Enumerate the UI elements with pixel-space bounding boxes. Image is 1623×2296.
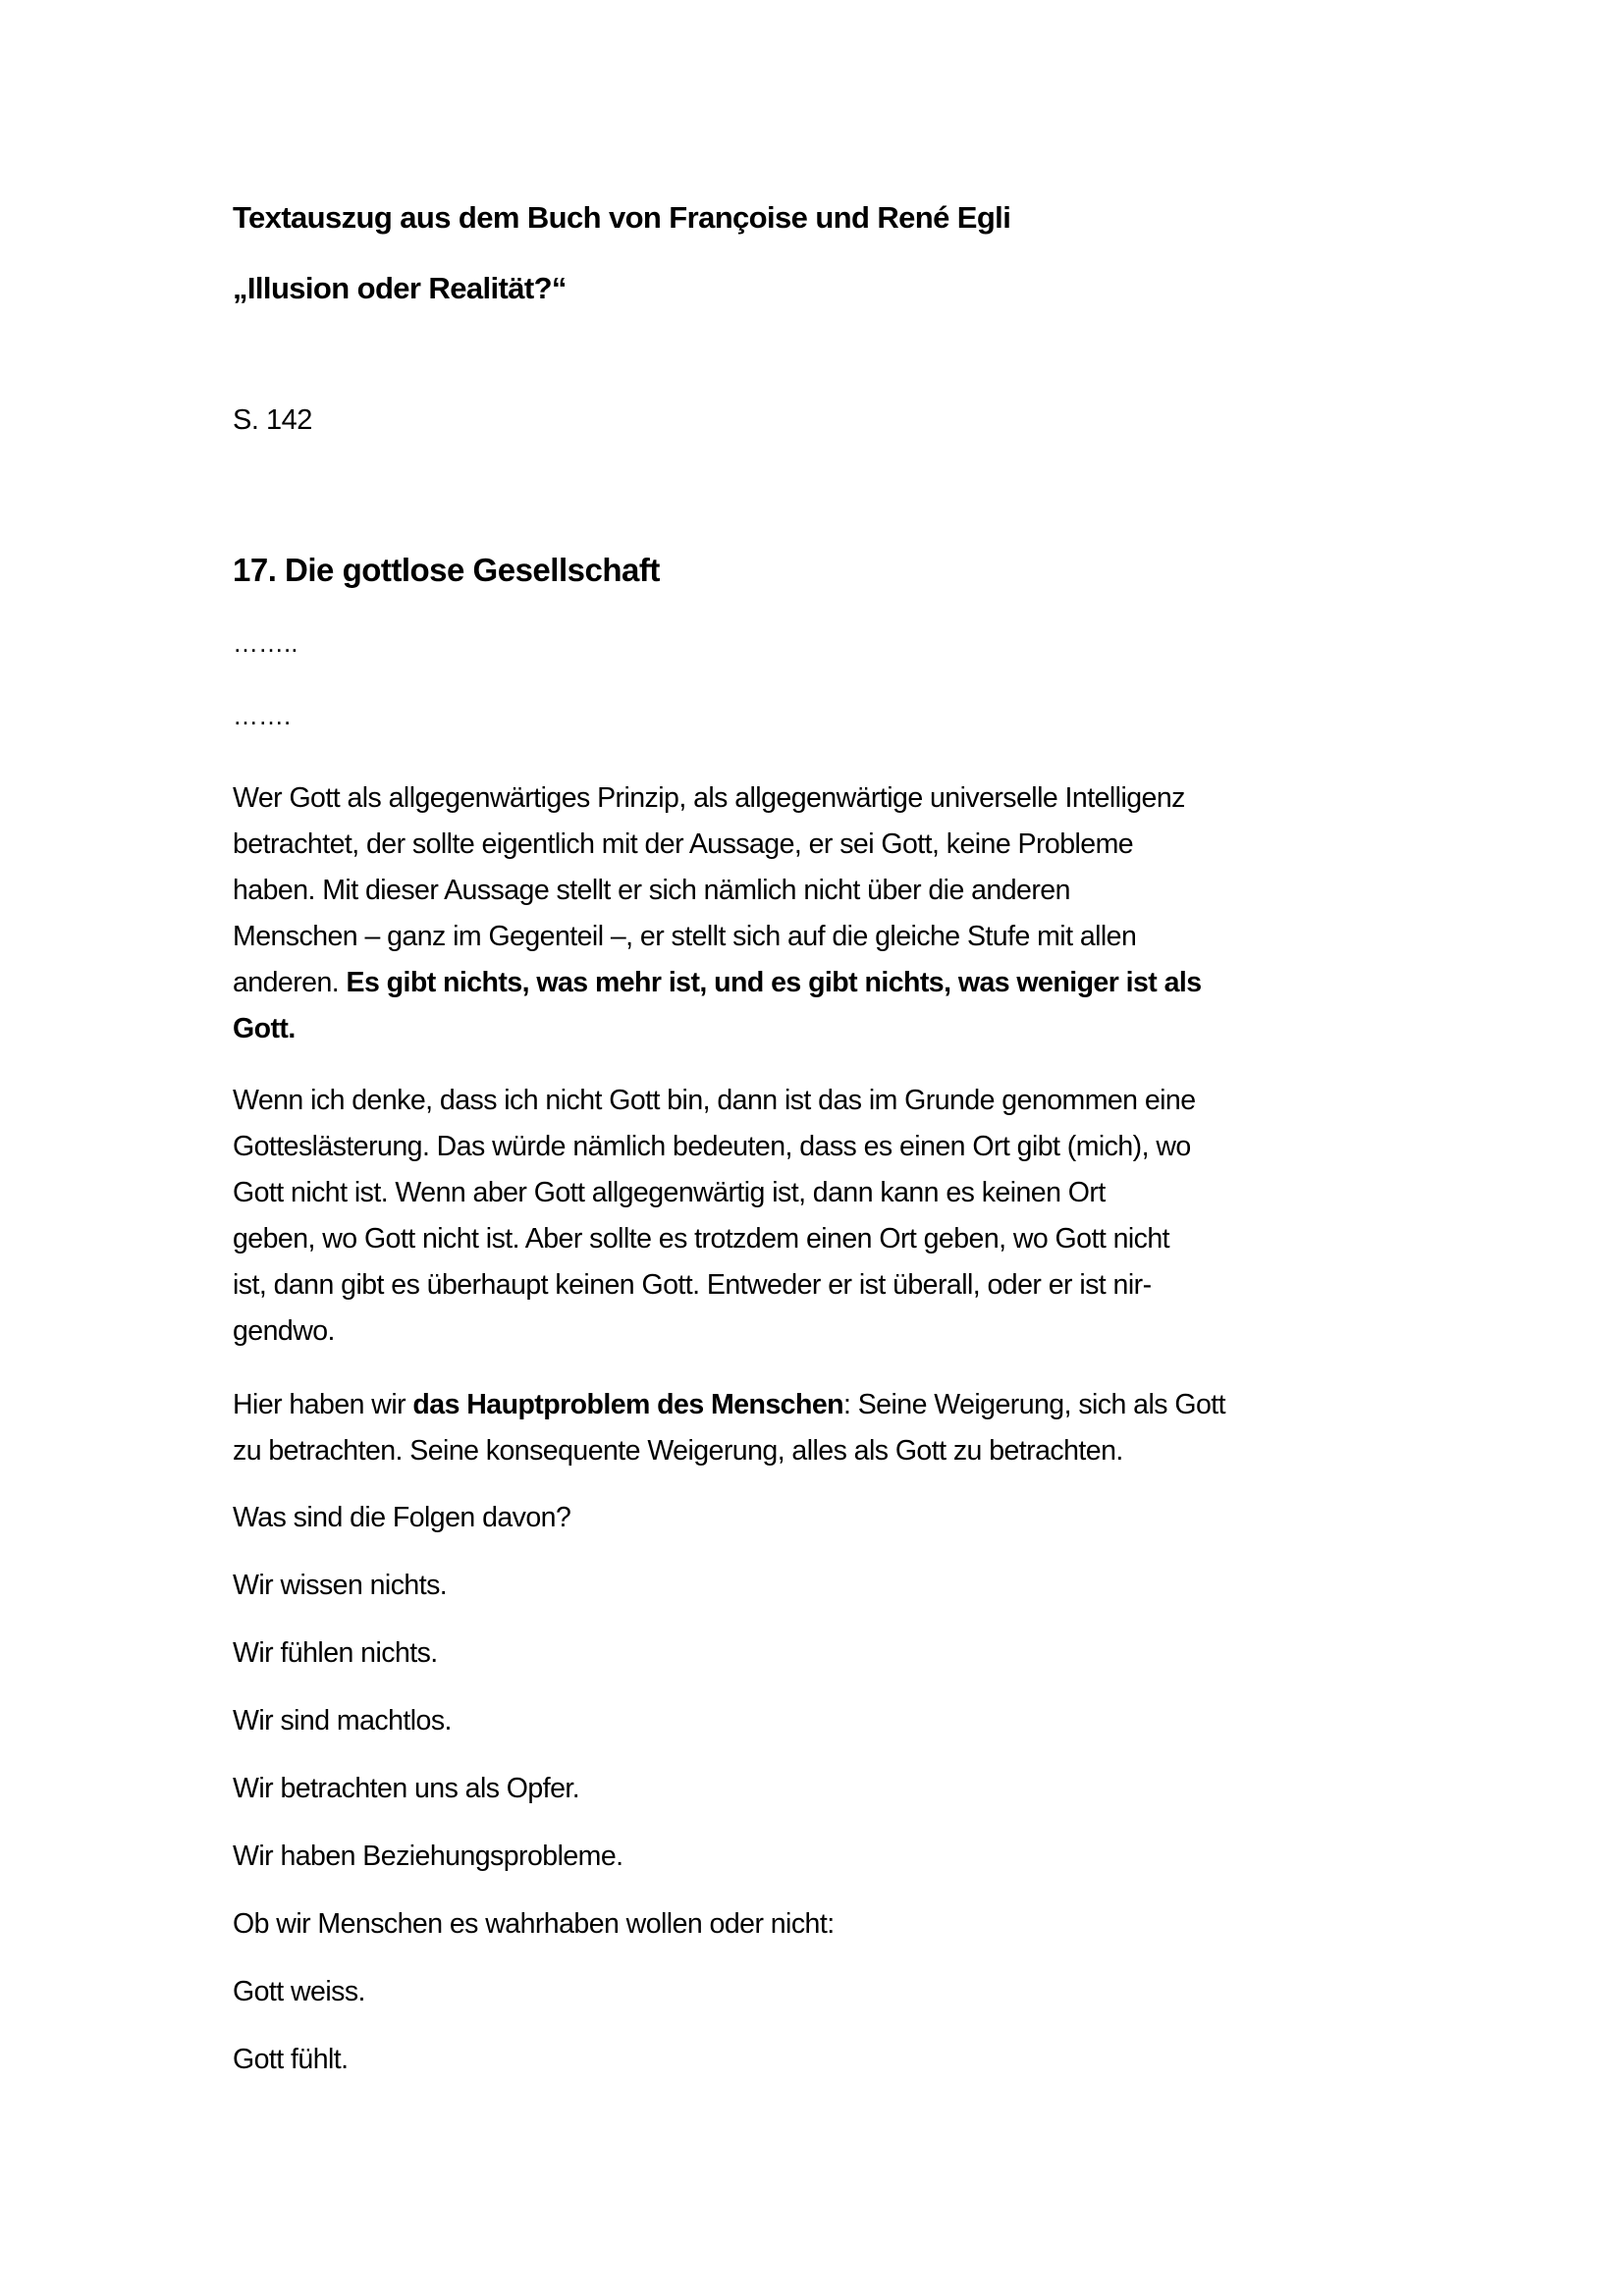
bold-text: Gott. [233,1013,296,1044]
chapter-heading: 17. Die gottlose Gesellschaft [233,552,660,588]
ellipsis-line-2: ……. [233,701,292,730]
text-segment: ist, dann gibt es überhaupt keinen Gott. Entweder er ist überall, oder er ist nir- [233,1269,1152,1301]
short-line: Wir betrachten uns als Opfer. [233,1773,580,1804]
paragraph-3 [233,1382,1332,1474]
short-line: Wir wissen nichts. [233,1570,448,1601]
paragraph-1 [233,775,1332,1052]
paragraph-line [233,822,1332,868]
text-segment: Gott nicht ist. Wenn aber Gott allgegenwärtig ist, dann kann es keinen Ort [233,1177,1106,1208]
paragraph-line [233,960,1332,1006]
document-title-line-1: Textauszug aus dem Buch von Françoise und René Egli [233,200,1011,235]
short-line: Wir fühlen nichts. [233,1637,438,1669]
text-segment: gendwo. [233,1315,335,1347]
paragraph-line [233,1308,1332,1355]
text-segment: haben. Mit dieser Aussage stellt er sich nämlich nicht über die anderen [233,875,1070,906]
text-segment: Menschen – ganz im Gegenteil –, er stellt sich auf die gleiche Stufe mit allen [233,921,1137,952]
paragraph-line [233,1382,1332,1428]
short-line: Gott fühlt. [233,2044,349,2075]
paragraph-line [233,1262,1332,1308]
document-title-line-2: „Illusion oder Realität?“ [233,271,567,305]
short-line: Wir sind machtlos. [233,1705,452,1736]
page-reference: S. 142 [233,404,312,436]
paragraph-line [233,1170,1332,1216]
paragraph-2 [233,1078,1332,1355]
paragraph-line [233,868,1332,914]
text-segment: Gotteslästerung. Das würde nämlich bedeuten, dass es einen Ort gibt (mich), wo [233,1131,1191,1162]
text-segment: geben, wo Gott nicht ist. Aber sollte es trotzdem einen Ort geben, wo Gott nicht [233,1223,1170,1255]
short-line: Wir haben Beziehungsprobleme. [233,1841,623,1872]
paragraph-line [233,1428,1332,1474]
text-segment: Hier haben wir [233,1389,413,1420]
paragraph-line [233,775,1332,822]
paragraph-line [233,1216,1332,1262]
text-segment: Wer Gott als allgegenwärtiges Prinzip, als allgegenwärtige universelle Intelligenz [233,782,1185,814]
text-segment: : Seine Weigerung, sich als Gott [842,1389,1225,1420]
bold-text: Es gibt nichts, was mehr ist, und es gibt nichts, was weniger ist als [346,967,1202,998]
text-segment: anderen. [233,967,347,998]
short-line: Ob wir Menschen es wahrhaben wollen oder nicht: [233,1908,835,1940]
paragraph-line [233,914,1332,960]
text-segment: betrachtet, der sollte eigentlich mit der Aussage, er sei Gott, keine Probleme [233,828,1134,860]
paragraph-line [233,1124,1332,1170]
paragraph-line [233,1006,1332,1052]
ellipsis-line-1: …….. [233,628,298,658]
short-line: Was sind die Folgen davon? [233,1502,571,1533]
paragraph-line [233,1078,1332,1124]
bold-text: das Hauptproblem des Menschen [412,1389,843,1420]
text-segment: zu betrachten. Seine konsequente Weigerung, alles als Gott zu betrachten. [233,1435,1123,1467]
text-segment: Wenn ich denke, dass ich nicht Gott bin, dann ist das im Grunde genommen eine [233,1085,1196,1116]
short-line: Gott weiss. [233,1976,365,2007]
